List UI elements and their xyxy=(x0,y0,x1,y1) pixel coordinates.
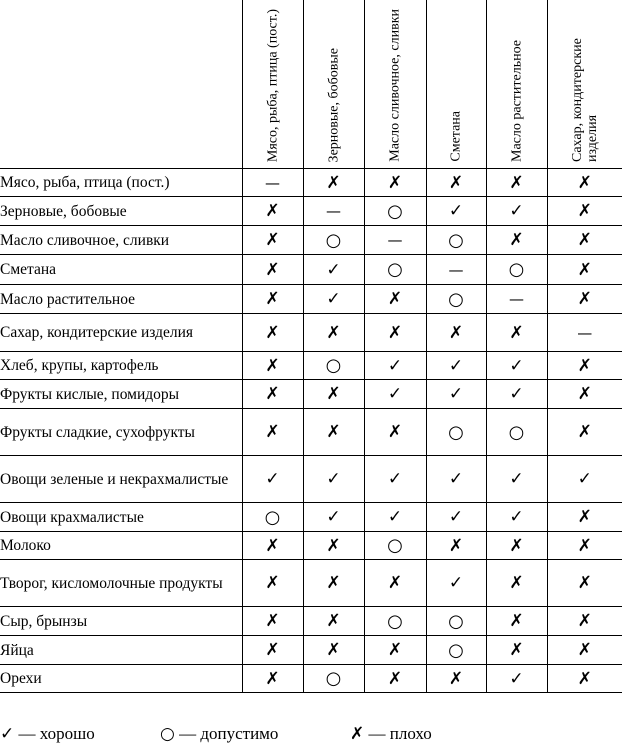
cross-icon: ✗ xyxy=(509,573,524,593)
cross-icon: ✗ xyxy=(326,322,341,343)
compat-cell xyxy=(303,607,364,636)
row-label: Фрукты сладкие, сухофрукты xyxy=(0,409,242,456)
compat-cell xyxy=(364,314,426,352)
row-label: Овощи крахмалистые xyxy=(0,503,242,532)
circle-icon: ○ xyxy=(160,724,175,744)
compat-cell xyxy=(303,560,364,607)
compat-cell xyxy=(426,560,486,607)
legend-item-ok xyxy=(160,724,278,744)
compat-cell xyxy=(426,169,486,197)
row-label: Сыр, брынзы xyxy=(0,607,242,636)
compat-cell xyxy=(486,532,547,560)
cross-icon: ✗ xyxy=(265,230,280,250)
cross-icon: ✗ xyxy=(265,355,280,376)
circle-icon: ○ xyxy=(325,229,342,251)
table-row xyxy=(0,456,622,503)
compat-cell xyxy=(547,314,622,352)
row-label: Орехи xyxy=(0,665,242,693)
cross-icon: ✗ xyxy=(387,573,403,593)
table-body xyxy=(0,169,622,693)
compat-cell xyxy=(242,607,303,636)
table-row xyxy=(0,169,622,197)
compat-cell xyxy=(547,285,622,314)
compat-cell xyxy=(426,636,486,665)
compat-cell xyxy=(547,169,622,197)
cross-icon: ✗ xyxy=(265,668,280,689)
circle-icon: ○ xyxy=(325,668,342,689)
table-row xyxy=(0,352,622,380)
table-row xyxy=(0,560,622,607)
cross-icon: ✗ xyxy=(387,422,403,442)
compat-cell xyxy=(364,285,426,314)
cross-icon: ✗ xyxy=(577,384,592,404)
table-row xyxy=(0,197,622,226)
compat-cell xyxy=(242,665,303,693)
compat-cell xyxy=(303,314,364,352)
compat-cell xyxy=(426,197,486,226)
column-header xyxy=(242,0,303,169)
dash-icon: — xyxy=(448,260,464,279)
circle-icon: ○ xyxy=(448,421,464,443)
compat-cell xyxy=(547,352,622,380)
check-icon: ✓ xyxy=(387,384,403,404)
table-row xyxy=(0,314,622,352)
cross-icon: ✗ xyxy=(509,230,524,250)
compat-cell xyxy=(486,607,547,636)
compat-cell xyxy=(303,456,364,503)
compat-cell xyxy=(364,560,426,607)
check-icon: ✓ xyxy=(326,507,341,527)
cross-icon: ✗ xyxy=(265,640,280,660)
header-row xyxy=(0,0,622,169)
compat-cell xyxy=(426,352,486,380)
compat-cell xyxy=(303,503,364,532)
compat-cell xyxy=(242,380,303,409)
cross-icon: ✗ xyxy=(387,289,403,309)
cross-icon: ✗ xyxy=(448,322,464,343)
compat-cell xyxy=(364,456,426,503)
compat-cell xyxy=(364,636,426,665)
row-label: Зерновые, бобовые xyxy=(0,197,242,226)
compat-cell xyxy=(242,560,303,607)
table-row xyxy=(0,665,622,693)
legend-good-text: — хорошо xyxy=(14,724,95,743)
compat-cell xyxy=(303,380,364,409)
column-header-label: Масло растительное xyxy=(509,40,524,162)
cross-icon: ✗ xyxy=(577,230,592,250)
row-label: Масло сливочное, сливки xyxy=(0,226,242,255)
compat-cell xyxy=(242,255,303,285)
cross-icon: ✗ xyxy=(326,422,341,442)
compat-cell xyxy=(486,314,547,352)
dash-icon: — xyxy=(387,231,403,249)
circle-icon: ○ xyxy=(448,229,464,251)
row-label: Творог, кисломолочные продукты xyxy=(0,560,242,607)
compat-cell xyxy=(303,352,364,380)
cross-icon: ✗ xyxy=(577,172,592,193)
compat-cell xyxy=(364,665,426,693)
compat-cell xyxy=(303,665,364,693)
circle-icon: ○ xyxy=(387,259,403,280)
compat-cell xyxy=(547,409,622,456)
compat-cell xyxy=(426,503,486,532)
cross-icon: ✗ xyxy=(387,640,403,660)
compat-cell xyxy=(547,197,622,226)
cross-icon: ✗ xyxy=(577,507,592,527)
cross-icon: ✗ xyxy=(387,172,403,193)
circle-icon: ○ xyxy=(508,259,525,280)
table-row xyxy=(0,285,622,314)
compat-cell xyxy=(486,352,547,380)
cross-icon: ✗ xyxy=(326,611,341,631)
check-icon: ✓ xyxy=(448,469,464,489)
check-icon: ✓ xyxy=(509,355,524,376)
compat-cell xyxy=(547,607,622,636)
compat-cell xyxy=(547,560,622,607)
legend-ok-text: — допустимо xyxy=(174,724,279,743)
cross-icon: ✗ xyxy=(387,668,403,689)
column-header-label: Масло сливочное, сливки xyxy=(387,9,403,162)
compat-cell xyxy=(547,665,622,693)
compat-cell xyxy=(242,456,303,503)
cross-icon: ✗ xyxy=(577,289,592,309)
cross-icon: ✗ xyxy=(326,640,341,660)
check-icon: ✓ xyxy=(509,469,524,489)
dash-icon: — xyxy=(326,202,341,220)
row-label: Молоко xyxy=(0,532,242,560)
table-row xyxy=(0,607,622,636)
cross-icon: ✗ xyxy=(387,322,403,343)
compat-cell xyxy=(303,285,364,314)
legend-item-good xyxy=(0,724,95,744)
compat-cell xyxy=(547,532,622,560)
compat-cell xyxy=(364,255,426,285)
compat-cell xyxy=(547,255,622,285)
compat-cell xyxy=(303,169,364,197)
compat-cell xyxy=(242,197,303,226)
check-icon: ✓ xyxy=(509,668,524,689)
cross-icon: ✗ xyxy=(448,668,464,689)
column-header xyxy=(303,0,364,169)
circle-icon: ○ xyxy=(387,535,403,556)
header-corner-cell xyxy=(0,0,242,169)
compat-cell xyxy=(242,314,303,352)
cross-icon: ✗ xyxy=(448,535,464,556)
compat-cell xyxy=(486,409,547,456)
cross-icon: ✗ xyxy=(509,535,524,556)
check-icon: ✓ xyxy=(387,507,403,527)
table-row xyxy=(0,636,622,665)
cross-icon: ✗ xyxy=(326,384,341,404)
row-label: Яйца xyxy=(0,636,242,665)
dash-icon: — xyxy=(509,290,524,308)
column-header-label: Зерновые, бобовые xyxy=(326,47,341,162)
circle-icon: ○ xyxy=(448,610,464,632)
cross-icon: ✗ xyxy=(265,573,280,593)
circle-icon: ○ xyxy=(448,639,464,661)
table-row xyxy=(0,226,622,255)
compat-cell xyxy=(426,314,486,352)
compat-cell xyxy=(486,285,547,314)
check-icon: ✓ xyxy=(387,469,403,489)
cross-icon: ✗ xyxy=(577,573,592,593)
cross-icon: ✗ xyxy=(577,355,592,376)
cross-icon: ✗ xyxy=(326,535,341,556)
cross-icon: ✗ xyxy=(509,611,524,631)
compat-cell xyxy=(303,636,364,665)
table-row xyxy=(0,409,622,456)
compat-cell xyxy=(486,456,547,503)
compat-cell xyxy=(364,380,426,409)
table-row xyxy=(0,503,622,532)
compat-cell xyxy=(486,560,547,607)
column-header-label: Сметана xyxy=(448,111,464,162)
compat-cell xyxy=(364,607,426,636)
check-icon: ✓ xyxy=(448,384,464,404)
compat-cell xyxy=(426,607,486,636)
cross-icon: ✗ xyxy=(265,322,280,343)
circle-icon: ○ xyxy=(387,610,403,632)
column-header xyxy=(547,0,622,169)
check-icon: ✓ xyxy=(448,201,464,221)
compat-cell xyxy=(364,169,426,197)
column-header xyxy=(364,0,426,169)
compat-cell xyxy=(242,226,303,255)
cross-icon: ✗ xyxy=(577,640,592,660)
table-row xyxy=(0,255,622,285)
cross-icon: ✗ xyxy=(577,535,592,556)
check-icon: ✓ xyxy=(448,573,464,593)
compat-cell xyxy=(364,197,426,226)
row-label: Сметана xyxy=(0,255,242,285)
cross-icon: ✗ xyxy=(265,535,280,556)
circle-icon: ○ xyxy=(264,506,281,528)
check-icon: ✓ xyxy=(577,469,592,489)
compat-cell xyxy=(486,665,547,693)
row-label: Овощи зеленые и некрахмалистые xyxy=(0,456,242,503)
table-row xyxy=(0,380,622,409)
cross-icon: ✗ xyxy=(265,289,280,309)
compat-cell xyxy=(303,409,364,456)
compat-cell xyxy=(426,456,486,503)
circle-icon: ○ xyxy=(448,288,464,310)
compat-cell xyxy=(242,409,303,456)
compat-cell xyxy=(242,636,303,665)
compat-cell xyxy=(303,255,364,285)
cross-icon: ✗ xyxy=(509,640,524,660)
dash-icon: — xyxy=(577,323,593,342)
compat-cell xyxy=(486,226,547,255)
cross-icon: ✗ xyxy=(265,422,280,442)
compat-cell xyxy=(364,352,426,380)
compat-cell xyxy=(426,380,486,409)
compat-cell xyxy=(364,503,426,532)
compat-cell xyxy=(486,636,547,665)
check-icon: ✓ xyxy=(326,259,341,280)
compat-cell xyxy=(364,226,426,255)
cross-icon: ✗ xyxy=(326,573,341,593)
check-icon: ✓ xyxy=(387,355,403,376)
compat-cell xyxy=(486,197,547,226)
compat-cell xyxy=(364,532,426,560)
dash-icon: — xyxy=(265,173,280,192)
compat-cell xyxy=(242,352,303,380)
compat-cell xyxy=(303,532,364,560)
check-icon: ✓ xyxy=(509,507,524,527)
circle-icon: ○ xyxy=(508,421,525,443)
row-label: Масло растительное xyxy=(0,285,242,314)
check-icon: ✓ xyxy=(509,201,524,221)
check-icon: ✓ xyxy=(448,507,464,527)
cross-icon: ✗ xyxy=(577,201,592,221)
compat-cell xyxy=(426,255,486,285)
legend-bad-text: — плохо xyxy=(364,724,432,743)
check-icon: ✓ xyxy=(509,384,524,404)
compat-cell xyxy=(547,226,622,255)
cross-icon: ✗ xyxy=(577,259,592,280)
row-label: Хлеб, крупы, картофель xyxy=(0,352,242,380)
cross-icon: ✗ xyxy=(509,322,524,343)
circle-icon: ○ xyxy=(387,200,403,222)
cross-icon: ✗ xyxy=(265,201,280,221)
column-header xyxy=(486,0,547,169)
cross-icon: ✗ xyxy=(265,384,280,404)
check-icon: ✓ xyxy=(326,469,341,489)
cross-icon: ✗ xyxy=(265,259,280,280)
cross-icon: ✗ xyxy=(577,611,592,631)
compat-cell xyxy=(426,226,486,255)
compat-cell xyxy=(364,409,426,456)
cross-icon: ✗ xyxy=(577,422,592,442)
compat-cell xyxy=(242,285,303,314)
cross-icon: ✗ xyxy=(265,611,280,631)
compat-cell xyxy=(426,285,486,314)
column-header-label: Мясо, рыба, птица (пост.) xyxy=(265,8,280,162)
compat-cell xyxy=(303,226,364,255)
row-label: Сахар, кондитерские изделия xyxy=(0,314,242,352)
compat-cell xyxy=(303,197,364,226)
compat-cell xyxy=(426,532,486,560)
cross-icon: ✗ xyxy=(350,724,365,744)
legend-item-bad xyxy=(350,724,432,744)
row-label: Мясо, рыба, птица (пост.) xyxy=(0,169,242,197)
cross-icon: ✗ xyxy=(326,172,341,193)
compat-cell xyxy=(486,255,547,285)
compat-cell xyxy=(486,169,547,197)
circle-icon: ○ xyxy=(325,355,342,376)
check-icon: ✓ xyxy=(265,469,280,489)
cross-icon: ✗ xyxy=(577,668,592,689)
compat-cell xyxy=(242,503,303,532)
check-icon: ✓ xyxy=(326,289,341,309)
compat-cell xyxy=(486,380,547,409)
row-label: Фрукты кислые, помидоры xyxy=(0,380,242,409)
check-icon: ✓ xyxy=(448,355,464,376)
cross-icon: ✗ xyxy=(509,172,524,193)
compat-cell xyxy=(547,636,622,665)
check-icon: ✓ xyxy=(0,724,15,744)
compat-cell xyxy=(547,456,622,503)
table-row xyxy=(0,532,622,560)
column-header-label: Сахар, кондитерские изделия xyxy=(569,38,600,162)
compat-cell xyxy=(242,532,303,560)
compat-cell xyxy=(547,380,622,409)
compat-cell xyxy=(242,169,303,197)
cross-icon: ✗ xyxy=(448,172,464,193)
compat-cell xyxy=(426,409,486,456)
column-header xyxy=(426,0,486,169)
compat-cell xyxy=(486,503,547,532)
compat-cell xyxy=(547,503,622,532)
legend xyxy=(0,724,622,748)
compat-cell xyxy=(426,665,486,693)
